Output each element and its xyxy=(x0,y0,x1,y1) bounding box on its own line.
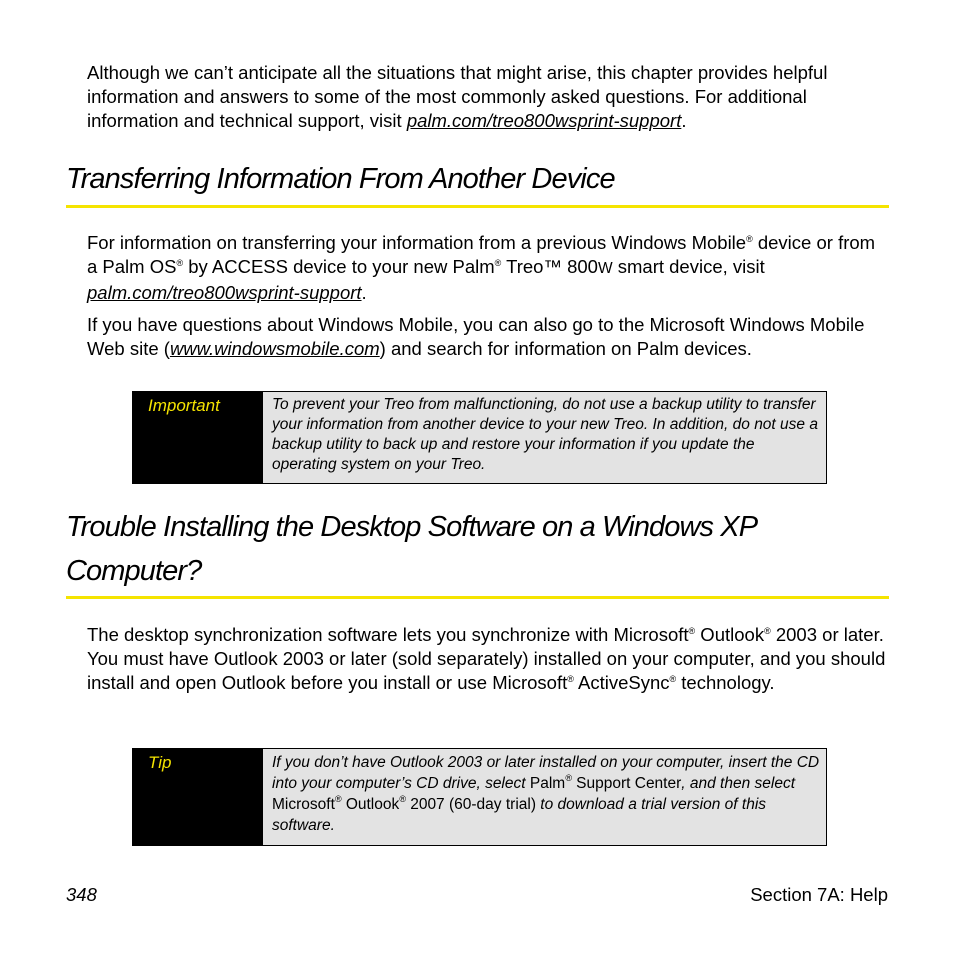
important-note xyxy=(132,391,827,484)
intro-paragraph: Although we can’t anticipate all the situations that might arise, this chapter provides helpful information and answers to some of the most commonly asked questions. For additional information and technical support, visit palm.com/treo800wsprint-support. xyxy=(87,62,828,131)
heading-trouble-installing: Trouble Installing the Desktop Software on a Windows XP Computer? xyxy=(66,511,757,587)
transfer-paragraph: For information on transferring your information from a previous Windows Mobile® device or from a Palm OS® by ACCESS device to your new Palm® Treo™ 800W smart device, visit palm.com/treo800wsprint-support. xyxy=(87,232,876,303)
section-label: Section 7A: Help xyxy=(750,884,888,905)
tip-note xyxy=(132,748,827,846)
important-label: Important xyxy=(133,392,263,483)
support-link[interactable]: palm.com/treo800wsprint-support xyxy=(406,110,682,131)
tip-label: Tip xyxy=(133,749,263,845)
sync-paragraph: The desktop synchronization software lets you synchronize with Microsoft® Outlook® 2003 or later. You must have Outlook 2003 or later (sold separately) installed on your computer, and you should install and open Outlook before you install or use Microsoft® ActiveSync® technology. xyxy=(87,624,886,693)
important-text: To prevent your Treo from malfunctioning, do not use a backup utility to transfer your information from another device to your new Treo. In addition, do not use a backup utility to back up and restore your information if you update the operating system on your Treo. xyxy=(263,392,826,483)
windows-mobile-paragraph: If you have questions about Windows Mobile, you can also go to the Microsoft Windows Mobile Web site (www.windowsmobile.com) and search for information on Palm devices. xyxy=(87,314,865,359)
heading-transferring: Transferring Information From Another Device xyxy=(66,163,615,195)
support-link-2[interactable]: palm.com/treo800wsprint-support xyxy=(87,282,362,303)
page-number: 348 xyxy=(66,884,97,905)
heading-rule-2 xyxy=(66,596,889,599)
heading-rule xyxy=(66,205,889,208)
windowsmobile-link[interactable]: www.windowsmobile.com xyxy=(169,338,380,359)
tip-text: If you don’t have Outlook 2003 or later installed on your computer, insert the CD into your computer’s CD drive, select Palm® Support Center, and then select Microsoft® Outlook® 2007 (60-day trial) to download a trial version of this software. xyxy=(263,749,826,845)
